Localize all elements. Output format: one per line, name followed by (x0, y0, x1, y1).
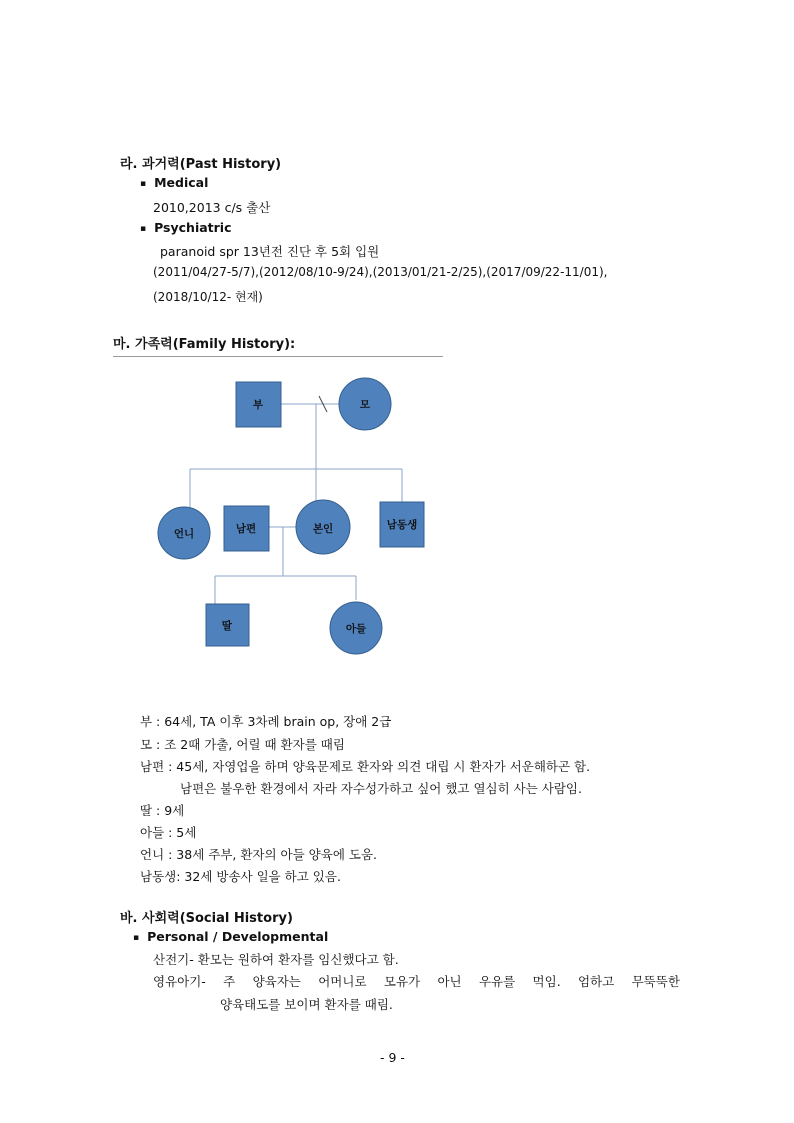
self-label: 본인 (312, 523, 334, 535)
infancy-word: 주 (223, 974, 236, 989)
infancy-line-1 (153, 972, 680, 990)
father-label: 부 (252, 399, 264, 411)
son-label: 아들 (345, 623, 367, 635)
psychiatric-label: ▪ Psychiatric (140, 220, 232, 235)
infancy-word: 양육자는 (252, 974, 301, 989)
brother-label: 남동생 (386, 519, 418, 531)
medical-text: 2010,2013 c/s 출산 (153, 200, 271, 215)
daughter-label: 딸 (221, 620, 233, 632)
note-mother: 모 : 조 2때 가출, 어릴 때 환자를 때림 (140, 737, 345, 752)
heading-rule (113, 356, 443, 357)
infancy-word: 영유아기- (153, 974, 206, 989)
note-daughter: 딸 : 9세 (140, 803, 185, 818)
infancy-word: 먹임. (532, 974, 561, 989)
prenatal-text: 산전기- 환모는 원하여 환자를 임신했다고 함. (153, 952, 399, 967)
infancy-word: 아닌 (437, 974, 462, 989)
infancy-line-2: 양육태도를 보이며 환자를 때림. (220, 997, 393, 1012)
genogram (113, 360, 443, 680)
sister-label: 언니 (173, 528, 195, 540)
medical-label: ▪ Medical (140, 175, 208, 190)
infancy-word: 어머니로 (318, 974, 367, 989)
psychiatric-line-3: (2018/10/12- 현재) (153, 290, 263, 304)
infancy-word: 모유가 (383, 974, 421, 989)
family-history-heading: 마. 가족력(Family History): (113, 337, 296, 352)
past-history-heading: 라. 과거력(Past History) (120, 157, 282, 172)
psychiatric-line-1: paranoid spr 13년전 진단 후 5회 입원 (160, 244, 380, 259)
social-history-heading: 바. 사회력(Social History) (120, 911, 293, 926)
note-brother: 남동생: 32세 방송사 일을 하고 있음. (140, 869, 341, 884)
infancy-word: 우유를 (478, 974, 516, 989)
page-number: - 9 - (380, 1050, 405, 1065)
note-husband-2: 남편은 불우한 환경에서 자라 자수성가하고 싶어 했고 열심히 사는 사람임. (180, 781, 582, 796)
personal-developmental-label: ▪ Personal / Developmental (133, 929, 328, 944)
infancy-word: 엄하고 (578, 974, 615, 989)
psychiatric-line-2: (2011/04/27-5/7),(2012/08/10-9/24),(2013/01/21-2/25),(2017/09/22-11/01), (153, 265, 608, 279)
note-father: 부 : 64세, TA 이후 3차례 brain op, 장애 2급 (140, 714, 392, 729)
note-husband-1: 남편 : 45세, 자영업을 하며 양육문제로 환자와 의견 대립 시 환자가 서운해하곤 함. (140, 759, 591, 774)
note-sister: 언니 : 38세 주부, 환자의 아들 양육에 도움. (140, 847, 378, 862)
husband-label: 남편 (235, 523, 257, 535)
note-son: 아들 : 5세 (140, 825, 197, 840)
infancy-word: 무뚝뚝한 (631, 974, 680, 989)
mother-label: 모 (359, 399, 371, 411)
